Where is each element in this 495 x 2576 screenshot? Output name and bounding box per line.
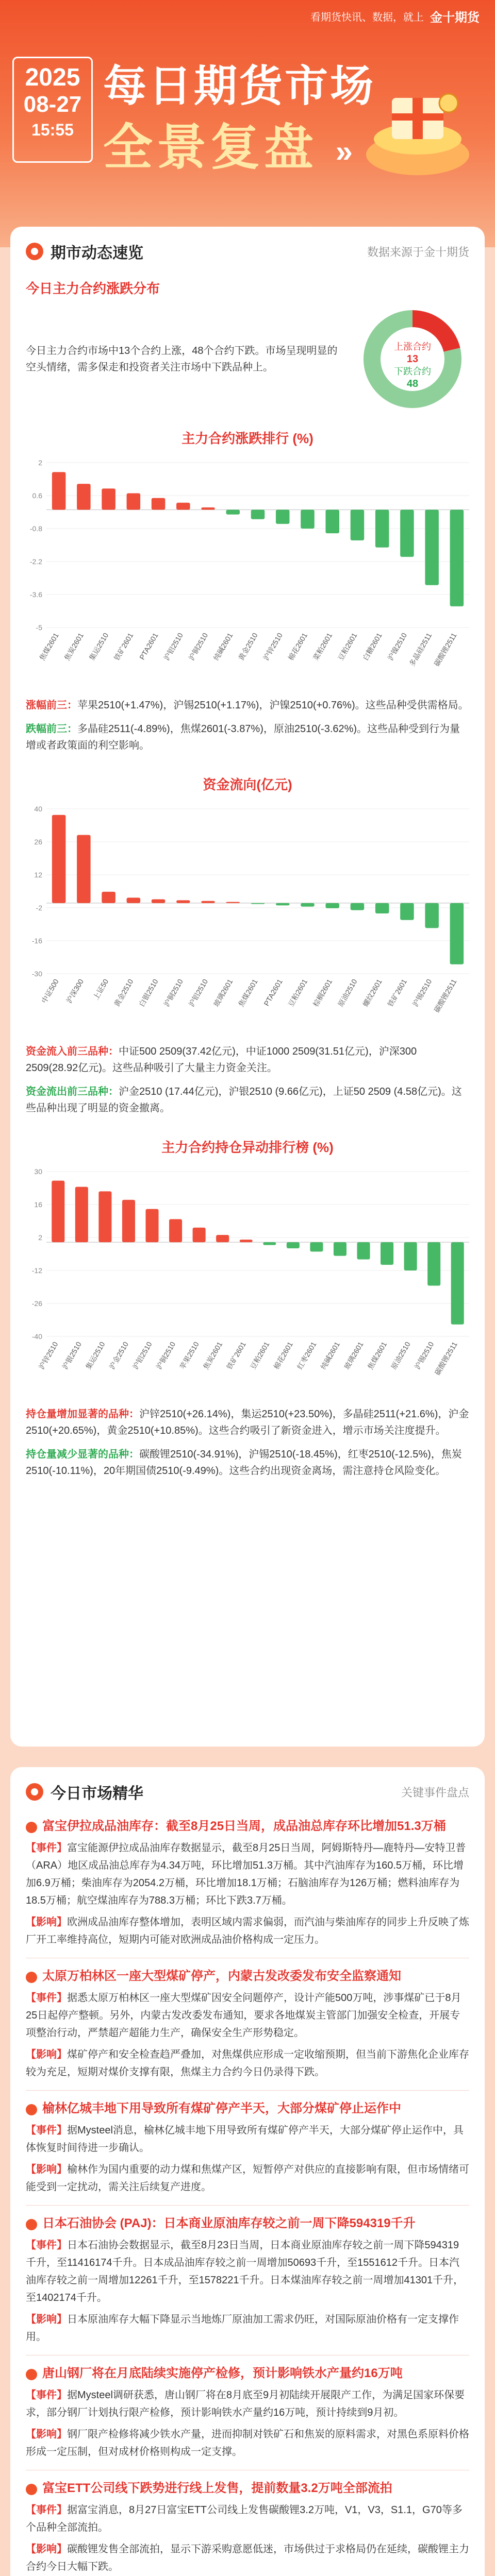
section-title: [26, 1781, 143, 1803]
x-tick-label: 玻璃2601: [211, 977, 235, 1008]
chart-bar: [450, 510, 464, 606]
news-title[interactable]: 富宝伊拉成品油库存：截至8月25日当周，成品油总库存环比增加51.3万桶: [42, 1819, 446, 1833]
chart-bar: [263, 1242, 276, 1245]
double-arrow-icon: »: [335, 134, 357, 169]
chart-bar: [425, 903, 439, 928]
event-text: 据Mysteel消息，榆林亿城丰地下用导致所有煤矿停产半天，大部分煤矿停止运作中，具体恢复时间待进一步确认。: [26, 2125, 464, 2154]
event-label: 【事件】: [26, 2125, 67, 2136]
y-tick-label: -2.2: [29, 557, 42, 566]
section-icon: [26, 1783, 43, 1801]
chart-bar: [98, 1191, 111, 1242]
news-head: [26, 2480, 469, 2497]
x-tick-label: 沪铝2510: [131, 1340, 154, 1371]
hero-slogan: [310, 7, 480, 25]
chart-bar: [201, 901, 215, 903]
news-head: [26, 1818, 469, 1835]
x-tick-label: 菜粕2601: [311, 631, 334, 662]
section-header: [10, 1767, 485, 1808]
chart-bar: [176, 503, 190, 510]
news-item[interactable]: [26, 1808, 469, 1958]
x-tick-label: 沪铝2510: [162, 631, 185, 662]
x-tick-label: 豆粕2601: [336, 631, 359, 662]
x-tick-label: 白糖2601: [361, 631, 384, 662]
x-tick-label: 沪镍2510: [386, 631, 409, 662]
chart-bar: [77, 835, 91, 903]
x-tick-label: 沪金2510: [107, 1340, 130, 1371]
chart-bar: [152, 498, 166, 510]
x-tick-label: 集运2510: [84, 1340, 107, 1371]
y-tick-label: -0.8: [29, 524, 42, 533]
news-title[interactable]: 日本石油协会 (PAJ)：日本商业原油库存较之前一周下降594319千升: [42, 2216, 416, 2230]
news-event: [26, 2122, 469, 2157]
oi-chart-title: 主力合约持仓异动排行榜 (%): [161, 1140, 334, 1155]
chart-bar: [310, 1242, 323, 1251]
x-tick-label: 焦煤2601: [366, 1340, 389, 1371]
chart-bar: [226, 510, 240, 514]
x-tick-label: 沪铜2510: [162, 977, 185, 1008]
x-tick-label: 沪锌2510: [37, 1340, 60, 1371]
chart-bar: [201, 507, 215, 510]
chart-bar: [127, 493, 141, 510]
x-tick-label: 黄金2510: [112, 977, 135, 1008]
x-tick-label: 碳酸锂2511: [432, 631, 458, 668]
news-event: [26, 2501, 469, 2536]
oi-up-body: 沪锌2510(+26.14%)，集运2510(+23.50%)，多晶硅2511(+21.6%)，沪金2510(+20.65%)，黄金2510(+10.85%)。这些合约吸引了新资金进入，增示市场关注度提升。: [26, 1409, 469, 1436]
date-box: [12, 57, 93, 163]
section-subtitle: 关键事件盘点: [401, 1786, 469, 1799]
y-tick-label: -2: [36, 904, 42, 912]
chart-bar: [301, 510, 315, 529]
news-head: [26, 2365, 469, 2382]
chart-bar: [251, 903, 265, 904]
gift-illustration: [361, 77, 474, 180]
x-tick-label: 棉花2601: [286, 631, 309, 662]
news-head: [26, 1968, 469, 1985]
hero-banner: [0, 0, 495, 247]
news-title[interactable]: 榆林亿城丰地下用导致所有煤矿停产半天，大部分煤矿停止运作中: [42, 2102, 401, 2115]
impact-label: 【影响】: [26, 1917, 67, 1928]
x-tick-label: 红枣2601: [295, 1340, 318, 1371]
oi-up-label: 持仓量增加显著的品种：: [26, 1409, 139, 1420]
distribution-row: [10, 302, 469, 416]
x-tick-label: 纯碱2601: [319, 1340, 342, 1371]
distribution-text: 今日主力合约市场中13个合约上涨，48个合约下跌。市场呈现明显的空头情绪，需多保走和投资者关注市场中下跌品种上。: [26, 345, 338, 373]
distribution-donut: [356, 302, 469, 416]
chart-bar: [325, 903, 339, 908]
x-tick-label: 焦煤2601: [237, 977, 259, 1008]
distribution-title: 今日主力合约涨跌分布: [26, 281, 160, 296]
chart-bar: [301, 903, 315, 907]
chart-bar: [251, 510, 265, 519]
chart-bar: [226, 902, 240, 903]
x-tick-label: PTA2601: [138, 631, 160, 662]
chart-bar: [351, 903, 365, 910]
x-tick-label: 碳酸锂2511: [432, 977, 458, 1014]
y-tick-label: -12: [31, 1266, 42, 1275]
bullet-icon: [26, 1822, 37, 1833]
y-tick-label: 12: [34, 871, 42, 879]
chart-bar: [152, 900, 166, 903]
y-tick-label: 2: [38, 1233, 42, 1242]
impact-label: 【影响】: [26, 2314, 67, 2325]
chart-bar: [216, 1235, 229, 1242]
rank-chart: [10, 447, 485, 694]
chart-bar: [276, 510, 290, 523]
chart-bar: [276, 903, 290, 906]
x-tick-label: 纯碱2601: [211, 631, 235, 662]
news-item[interactable]: [26, 2091, 469, 2206]
y-tick-label: -5: [36, 623, 42, 632]
y-tick-label: -26: [31, 1299, 42, 1308]
rise-top-body: 苹果2510(+1.47%)，沪锡2510(+1.17%)，沪镍2510(+0.76%)。这些品种受供需格局。: [77, 700, 469, 711]
x-tick-label: 铁矿2601: [225, 1340, 248, 1371]
news-item[interactable]: [26, 2355, 469, 2470]
market-overview-card: [10, 227, 485, 1747]
outflow-body: 沪金2510 (17.44亿元)，沪银2510 (9.66亿元)，上证50 2509 (4.58亿元)。这些品种出现了明显的资金撤离。: [26, 1086, 462, 1114]
chart-bar: [381, 1242, 393, 1265]
event-label: 【事件】: [26, 1842, 67, 1854]
chart-bar: [375, 510, 389, 547]
news-event: [26, 2236, 469, 2307]
chart-bar: [400, 903, 414, 920]
x-tick-label: 碳酸锂2511: [433, 1340, 459, 1377]
y-tick-label: 40: [34, 805, 42, 813]
section-title: [26, 240, 143, 263]
x-tick-label: 原油2510: [389, 1340, 412, 1371]
event-label: 【事件】: [26, 1992, 67, 2004]
chart-bar: [450, 903, 464, 964]
news-impact: [26, 2540, 469, 2575]
chart-bar: [127, 897, 141, 903]
event-text: 据Mysteel调研获悉，唐山钢厂将在8月底至9月初陆续开展限产工作，为满足国家环保要求，部分钢厂计划执行限产检修，预计影响铁水产量约16万吨，预计持续到9月初。: [26, 2389, 465, 2418]
rise-top-text: [26, 697, 469, 714]
outflow-text: [26, 1083, 469, 1116]
x-tick-label: 豆粕2601: [286, 977, 309, 1008]
news-event: [26, 1839, 469, 1909]
event-text: 据悉太原万柏林区一座大型煤矿因安全问题停产，设计产能500万吨，涉事煤矿已于8月25日起停产整顿。另外，内蒙古发改委发布通知，要求各地煤炭主管部门加强安全检查，开展专项整治行动，严禁超产超能力生产，确保安全生产形势稳定。: [26, 1992, 461, 2039]
x-tick-label: 螺纹2601: [361, 977, 384, 1008]
y-tick-label: -30: [31, 970, 42, 978]
chart-bar: [240, 1240, 253, 1242]
impact-text: 欧洲成品油库存整体增加，表明区域内需求偏弱，而汽油与柴油库存的同步上升反映了炼厂开工率维持高位，短期内可能对欧洲成品油价格构成一定压力。: [26, 1917, 469, 1945]
chart-bar: [451, 1242, 464, 1325]
inflow-body: 中证500 2509(37.42亿元)，中证1000 2509(31.51亿元)，沪深300 2509(28.92亿元)。这些品种吸引了大量主力资金关注。: [26, 1046, 417, 1074]
news-title[interactable]: 唐山钢厂将在月底陆续实施停产检修，预计影响铁水产量约16万吨: [42, 2366, 403, 2380]
impact-text: 钢厂限产检修将减少铁水产量，进而抑制对铁矿石和焦炭的原料需求，对黑色系原料价格形成一定压制，但对成材价格则构成一定支撑。: [26, 2429, 469, 2458]
x-tick-label: 沪铜2510: [154, 1340, 177, 1371]
chart-bar: [145, 1209, 158, 1242]
bullet-icon: [26, 1972, 37, 1983]
news-head: [26, 2100, 469, 2117]
impact-text: 日本原油库存大幅下降显示当地炼厂原油加工需求仍旺，对国际原油价格有一定支撑作用。: [26, 2314, 459, 2343]
outflow-label: 资金流出前三品种：: [26, 1086, 119, 1097]
chart-bar: [404, 1242, 417, 1270]
news-event: [26, 1989, 469, 2042]
y-tick-label: -40: [31, 1332, 42, 1341]
impact-text: 碳酸锂发售全部流拍，显示下游采购意愿低迷，市场供过于求格局仍在延续，碳酸锂主力合约今日大幅下跌。: [26, 2544, 469, 2572]
bullet-icon: [26, 2104, 37, 2115]
news-head: [26, 2215, 469, 2232]
section-title-text: 今日市场精华: [51, 1785, 143, 1802]
x-tick-label: 苹果2510: [178, 1340, 201, 1371]
chart-bar: [351, 510, 365, 540]
x-tick-label: 棕榈2601: [311, 977, 334, 1008]
event-text: 据富宝消息，8月27日富宝ETT公司线上发售碳酸锂3.2万吨，V1，V3，S1.1，G70等多个品种全部流拍。: [26, 2504, 463, 2533]
chart-bar: [427, 1242, 440, 1285]
news-item[interactable]: [26, 2206, 469, 2355]
x-tick-label: 沪锡2510: [410, 977, 434, 1008]
x-tick-label: 集运2510: [87, 631, 110, 662]
x-tick-label: 焦炭2601: [201, 1340, 224, 1371]
flow-chart-title: 资金流向(亿元): [203, 777, 292, 792]
page-subtitle: [103, 108, 357, 179]
x-tick-label: 沪铝2510: [187, 977, 210, 1008]
oi-down-label: 持仓量减少显著的品种：: [26, 1449, 139, 1460]
x-tick-label: 铁矿2601: [386, 977, 409, 1008]
news-title[interactable]: 富宝ETT公司线下跌势进行线上发售，提前数量3.2万吨全部流拍: [42, 2481, 392, 2495]
x-tick-label: 沪锡2510: [412, 1340, 436, 1371]
y-tick-label: 0.6: [32, 492, 42, 500]
section-source: 数据来源于金十期货: [367, 245, 469, 259]
news-impact: [26, 2426, 469, 2461]
y-tick-label: 16: [34, 1200, 42, 1209]
up-count: 13: [406, 353, 419, 365]
chart-bar: [102, 488, 116, 510]
date-time: 15:55: [31, 121, 74, 139]
news-impact: [26, 2046, 469, 2081]
chart-bar: [52, 1181, 64, 1242]
chart-bar: [122, 1200, 135, 1242]
chart-bar: [425, 510, 439, 585]
rank-chart-title: 主力合约涨跌排行 (%): [182, 431, 314, 446]
x-tick-label: 白银2510: [137, 977, 160, 1008]
x-tick-label: 沪铜2510: [187, 631, 210, 662]
event-label: 【事件】: [26, 2240, 67, 2251]
y-tick-label: 30: [34, 1167, 42, 1176]
x-tick-label: 黄金2510: [237, 631, 259, 662]
date-day: 08-27: [23, 92, 82, 117]
news-impact: [26, 2311, 469, 2346]
fall-top-text: [26, 721, 469, 754]
inflow-text: [26, 1043, 469, 1076]
impact-label: 【影响】: [26, 2544, 67, 2555]
chart-bar: [52, 815, 66, 903]
bullet-icon: [26, 2484, 37, 2495]
date-year: 2025: [25, 64, 80, 91]
event-text: 日本石油协会数据显示，截至8月23日当周，日本商业原油库存较之前一周下降594319千升，至11416174千升。日本成品油库存较之前一周增加50693千升，至1551612千升。日本汽油库存较之前一周增加12261千升，至1578221千升。日本煤油库存较之前一周增加41301千升，至1402174千升。: [26, 2240, 464, 2303]
impact-label: 【影响】: [26, 2164, 67, 2175]
y-tick-label: -16: [31, 937, 42, 945]
section-icon: [26, 243, 43, 260]
news-impact: [26, 2161, 469, 2196]
x-tick-label: 铁矿2601: [112, 631, 135, 662]
impact-label: 【影响】: [26, 2049, 67, 2060]
down-label: 下跌合约: [394, 366, 431, 377]
event-label: 【事件】: [26, 2389, 67, 2401]
chart-bar: [176, 900, 190, 903]
section-title-text: 期市动态速览: [51, 245, 143, 262]
x-tick-label: 中证500: [40, 977, 60, 1005]
x-tick-label: PTA2601: [262, 977, 284, 1008]
x-tick-label: 沪锌2510: [261, 631, 284, 662]
x-tick-label: 豆粕2601: [248, 1340, 271, 1371]
news-list: [10, 1808, 485, 2576]
bullet-icon: [26, 2369, 37, 2380]
page-title: 每日期货市场: [103, 62, 376, 110]
chart-bar: [75, 1187, 88, 1242]
chart-bar: [400, 510, 414, 556]
oi-chart: [10, 1156, 485, 1403]
rise-top-label: 涨幅前三：: [26, 700, 77, 711]
page-subtitle-text: 全景复盘: [103, 120, 318, 175]
y-tick-label: 2: [38, 459, 42, 467]
section-header: [10, 227, 485, 268]
news-item[interactable]: [26, 1958, 469, 2091]
event-label: 【事件】: [26, 2504, 67, 2516]
flow-chart: [10, 793, 485, 1041]
impact-text: 煤矿停产和安全检查趋严叠加，对焦煤供应形成一定收缩预期，但当前下游焦化企业库存较为充足，短期对煤价支撑有限，焦煤主力合约今日仍录得下跌。: [26, 2049, 469, 2078]
x-tick-label: 焦炭2601: [62, 631, 85, 662]
y-tick-label: 26: [34, 838, 42, 846]
oi-down-body: 碳酸锂2510(-34.91%)，沪锡2510(-18.45%)，红枣2510(-12.5%)，焦炭2510(-10.11%)，20年期国债2510(-9.49%)。这些合约出现资金离场，需注意持仓风险变化。: [26, 1449, 462, 1477]
oi-up-text: [26, 1406, 469, 1439]
x-tick-label: 沪深300: [64, 977, 85, 1005]
x-tick-label: 玻璃2601: [342, 1340, 365, 1371]
fall-top-label: 跌幅前三：: [26, 723, 77, 735]
slogan-text: 看期货快讯、数据，就上: [310, 12, 424, 23]
y-tick-label: -3.6: [29, 590, 42, 599]
x-tick-label: 棉花2601: [272, 1340, 294, 1371]
news-title[interactable]: 太原万柏林区一座大型煤矿停产，内蒙古发改委发布安全监察通知: [42, 1969, 401, 1983]
fall-top-body: 多晶硅2511(-4.89%)，焦煤2601(-3.87%)，原油2510(-3.62%)。这些品种受到行为量增或者政策面的利空影响。: [26, 723, 460, 751]
up-label: 上涨合约: [394, 342, 431, 352]
impact-label: 【影响】: [26, 2429, 67, 2440]
impact-text: 榆林作为国内重要的动力煤和焦煤产区，短暂停产对供应的直接影响有限，但市场情绪可能受到一定扰动，需关注后续复产进度。: [26, 2164, 469, 2193]
chart-bar: [287, 1242, 300, 1248]
x-tick-label: 沪银2510: [60, 1340, 83, 1371]
oi-down-text: [26, 1446, 469, 1479]
x-tick-label: 多晶硅2511: [407, 631, 434, 668]
x-tick-label: 上证50: [91, 977, 110, 1002]
news-item[interactable]: [26, 2470, 469, 2576]
event-text: 富宝能源伊拉成品油库存数据显示，截至8月25日当周，阿姆斯特丹—鹿特丹—安特卫普（ARA）地区成品油总库存为4.34万吨，环比增加51.3万桶。其中汽油库存为160.5万桶，环比增加6.9万桶；柴油库存为2054.2万桶，环比增加18.1万桶；石脑油库存为126万桶；燃料油库存为18.5万桶；航空煤油库存为788.3万桶；环比下跌3.7万桶。: [26, 1842, 466, 1906]
down-count: 48: [406, 378, 419, 389]
chart-bar: [375, 903, 389, 913]
chart-bar: [52, 472, 66, 510]
chart-bar: [193, 1228, 206, 1242]
x-tick-label: 原油2510: [336, 977, 359, 1008]
market-news-card: [10, 1767, 485, 2576]
chart-bar: [325, 510, 339, 533]
chart-bar: [169, 1219, 182, 1242]
chart-bar: [334, 1242, 346, 1256]
chart-bar: [77, 484, 91, 510]
chart-bar: [102, 892, 116, 903]
inflow-label: 资金流入前三品种：: [26, 1046, 119, 1057]
news-impact: [26, 1913, 469, 1948]
chart-bar: [357, 1242, 370, 1259]
bullet-icon: [26, 2219, 37, 2230]
news-event: [26, 2386, 469, 2421]
x-tick-label: 焦煤2601: [38, 631, 60, 662]
brand-logo: 金十期货: [430, 11, 480, 25]
